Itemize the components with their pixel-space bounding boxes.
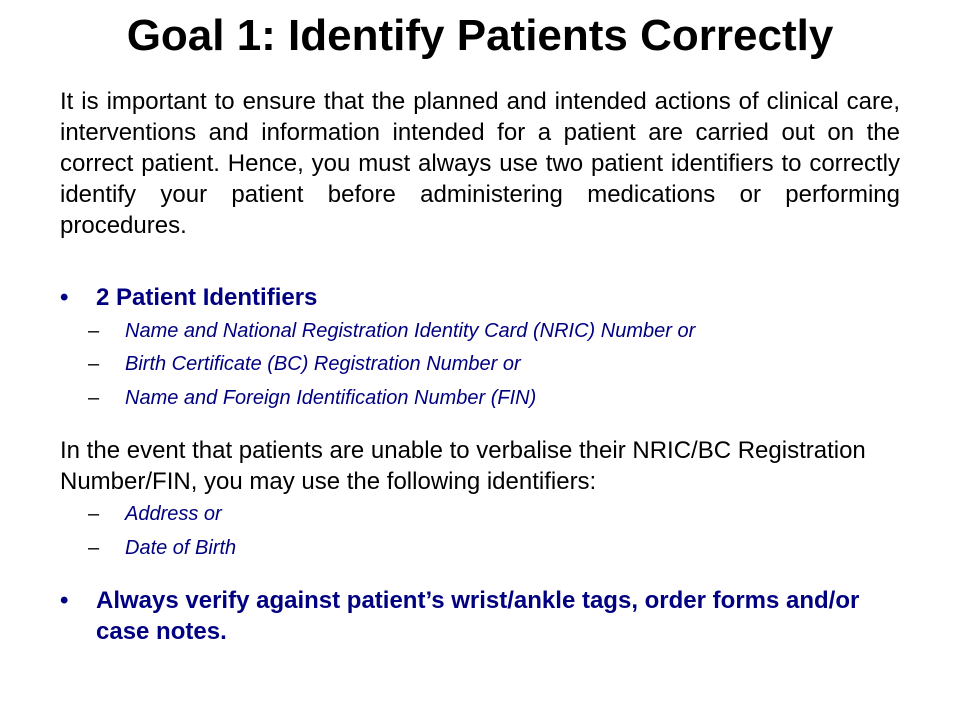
sub-item-label: Birth Certificate (BC) Registration Number or [125, 353, 521, 375]
bullet-patient-identifiers [60, 282, 910, 313]
slide-title: Goal 1: Identify Patients Correctly [126, 11, 834, 60]
sub-item-address [88, 501, 908, 527]
dash-marker: – [88, 387, 100, 409]
sub-item-label: Name and National Registration Identity Card (NRIC) Number or [125, 320, 696, 342]
sub-item-nric [88, 318, 908, 344]
event-paragraph: In the event that patients are unable to verbalise their NRIC/BC Registration Number/FIN, you may use the following identifiers: [60, 437, 866, 495]
sub-item-bc [88, 351, 908, 377]
bullet-label: 2 Patient Identifiers [96, 284, 318, 311]
dash-marker: – [88, 537, 100, 559]
sub-item-label: Address or [125, 503, 222, 525]
bullet-verify [60, 585, 910, 647]
dash-marker: – [88, 320, 100, 342]
dash-marker: – [88, 353, 100, 375]
sub-item-label: Name and Foreign Identification Number (FIN) [125, 387, 537, 409]
bullet-label: Always verify against patient’s wrist/ankle tags, order forms and/or case notes. [96, 587, 860, 645]
sub-item-fin [88, 385, 908, 411]
intro-paragraph: It is important to ensure that the planned and intended actions of clinical care, interventions and information intended for a patient are carried out on the correct patient. Hence, you must always use two patient identifiers to correctly identify your patient before administering medications or performing procedures. [60, 88, 900, 239]
sub-item-dob [88, 535, 908, 561]
dash-marker: – [88, 503, 100, 525]
sub-item-label: Date of Birth [125, 537, 237, 559]
bullet-marker: • [60, 284, 69, 311]
bullet-marker: • [60, 587, 69, 614]
